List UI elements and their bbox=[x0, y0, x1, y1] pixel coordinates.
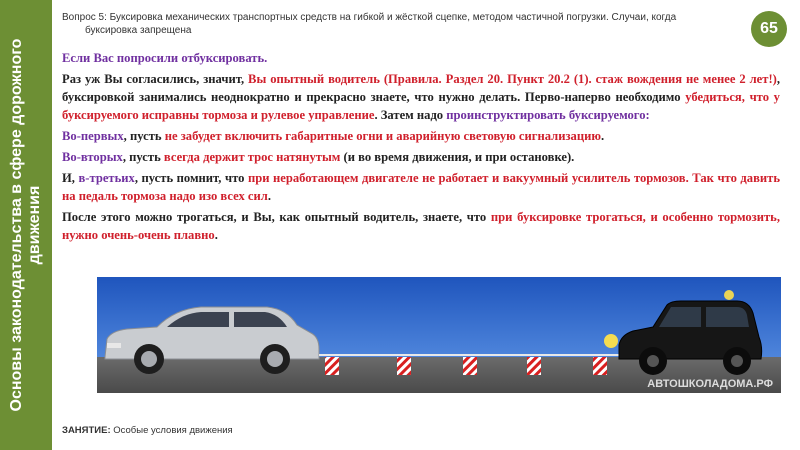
paragraph-first bbox=[62, 127, 780, 145]
text-segment: , буксировкой занимались неоднократно и прекрасно знаете, что нужно делать. Перво-наперво необходимо bbox=[62, 72, 780, 104]
hazard-light bbox=[604, 334, 618, 348]
paragraph-conclusion bbox=[62, 208, 780, 244]
paragraph-second bbox=[62, 148, 780, 166]
hazard-light bbox=[724, 290, 734, 300]
text-highlight: в-третьих bbox=[78, 171, 135, 185]
lesson-footer bbox=[62, 425, 233, 436]
warning-flag bbox=[397, 357, 411, 375]
slide-number-badge: 65 bbox=[751, 11, 787, 47]
warning-flag bbox=[593, 357, 607, 375]
text-segment: . bbox=[214, 228, 218, 242]
text-segment: После этого можно трогаться, и Вы, как опытный водитель, знаете, что bbox=[62, 210, 491, 224]
text-segment: . bbox=[267, 189, 271, 203]
text-segment: , пусть помнит, что bbox=[134, 171, 248, 185]
image-watermark: АВТОШКОЛАДОМА.РФ bbox=[647, 378, 773, 390]
question-title-line1: Вопрос 5: Буксировка механических транспортных средств на гибкой и жёсткой сцепке, методом частичной погрузки. Случаи, когда bbox=[62, 12, 677, 23]
content-heading: Если Вас попросили отбуксировать. bbox=[62, 51, 268, 65]
towing-illustration bbox=[97, 277, 781, 393]
sidebar-title: Основы законодательства в сфере дорожного движения bbox=[8, 38, 43, 412]
text-segment: . bbox=[600, 129, 605, 143]
text-highlight: при буксировке трогаться, и особенно тормозить, нужно очень-очень плавно bbox=[62, 210, 780, 242]
lesson-title: Особые условия движения bbox=[110, 425, 233, 436]
text-highlight: Во-вторых bbox=[62, 150, 123, 164]
warning-flag bbox=[463, 357, 477, 375]
paragraph-intro bbox=[62, 70, 780, 124]
text-segment: Раз уж Вы согласились, значит, bbox=[62, 72, 249, 86]
sidebar bbox=[0, 0, 52, 450]
text-highlight: проинструктировать буксируемого: bbox=[446, 108, 650, 122]
text-highlight: убедиться, что у буксируемого исправны тормоза и рулевое управление bbox=[62, 90, 780, 122]
text-highlight: Во-первых bbox=[62, 129, 124, 143]
slide-content bbox=[62, 49, 780, 247]
text-segment: , пусть bbox=[122, 150, 164, 164]
text-segment: (и во время движения, и при остановке). bbox=[340, 150, 575, 164]
text-segment: И, bbox=[62, 171, 79, 185]
warning-flag bbox=[527, 357, 541, 375]
text-segment: , пусть bbox=[123, 129, 165, 143]
text-segment: . Затем надо bbox=[374, 108, 447, 122]
lesson-label: ЗАНЯТИЕ: bbox=[62, 425, 111, 436]
text-highlight: не забудет включить габаритные огни и аварийную световую сигнализацию bbox=[164, 129, 601, 143]
text-highlight: всегда держит трос натянутым bbox=[163, 150, 341, 164]
paragraph-third bbox=[62, 169, 780, 205]
warning-flag bbox=[325, 357, 339, 375]
text-highlight: при неработающем двигателе не работает и вакуумный усилитель тормозов. Так что давить на педаль тормоза надо изо всех сил bbox=[62, 171, 780, 203]
question-title-line2: буксировка запрещена bbox=[85, 25, 192, 36]
text-highlight: Вы опытный водитель (Правила. Раздел 20. Пункт 20.2 (1). стаж вождения не менее 2 лет!) bbox=[248, 72, 777, 86]
question-header bbox=[62, 11, 722, 37]
